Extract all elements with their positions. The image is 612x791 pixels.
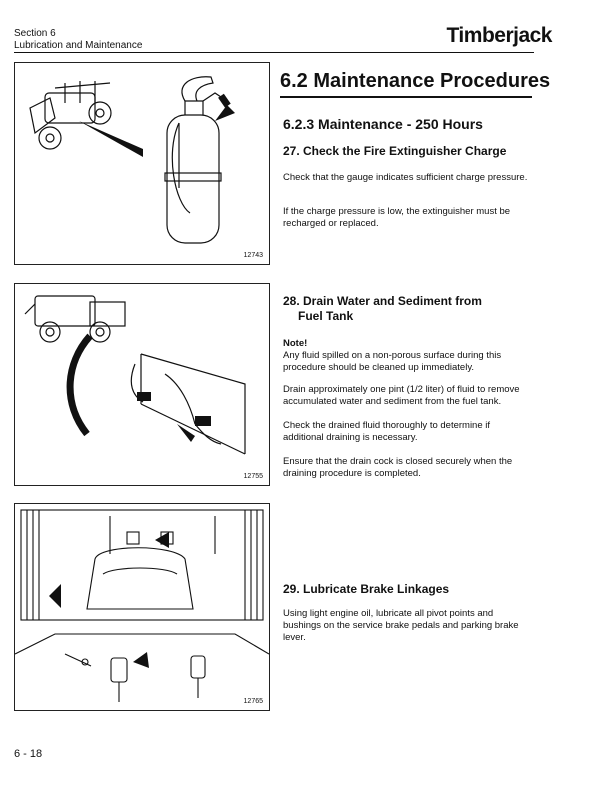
procedure-27-heading: 27. Check the Fire Extinguisher Charge <box>283 144 507 158</box>
procedure-27-paragraph: Check that the gauge indicates sufficient charge pressure. <box>283 172 528 183</box>
procedure-29-heading: 29. Lubricate Brake Linkages <box>283 582 450 596</box>
fire-extinguisher-illustration <box>15 63 269 264</box>
fuel-drain-illustration <box>15 284 269 485</box>
section-subtitle: 6.2.3 Maintenance - 250 Hours <box>283 116 483 132</box>
figure-number: 12755 <box>243 473 263 480</box>
brand-logo: Timberjack <box>446 24 552 47</box>
procedure-28-heading-cont: Fuel Tank <box>298 309 354 323</box>
subsection-label: Lubrication and Maintenance <box>14 40 143 51</box>
brake-linkage-illustration <box>15 504 269 710</box>
note-text: Any fluid spilled on a non-porous surface during this procedure should be cleaned up immediately. <box>283 350 502 373</box>
figure-brake-linkages <box>14 503 270 711</box>
figure-fire-extinguisher <box>14 62 270 265</box>
title-underline <box>280 96 532 98</box>
figure-number: 12743 <box>243 252 263 259</box>
procedure-27-paragraph: If the charge pressure is low, the extinguisher must be recharged or replaced. <box>283 206 511 229</box>
procedure-28-heading: 28. Drain Water and Sediment from <box>283 294 482 308</box>
page-title: 6.2 Maintenance Procedures <box>280 70 551 92</box>
header-divider <box>14 52 534 53</box>
note-title: Note! <box>283 338 308 349</box>
page-number: 6 - 18 <box>14 748 43 760</box>
procedure-28-paragraph: Drain approximately one pint (1/2 liter) of fluid to remove accumulated water and sediment from the fuel tank. <box>283 384 520 407</box>
procedure-29-paragraph: Using light engine oil, lubricate all pivot points and bushings on the service brake pedals and parking brake lever. <box>283 608 519 643</box>
figure-number: 12765 <box>243 698 263 705</box>
section-label: Section 6 <box>14 28 56 39</box>
procedure-28-paragraph: Check the drained fluid thoroughly to determine if additional draining is necessary. <box>283 420 491 443</box>
figure-fuel-tank-drain <box>14 283 270 486</box>
procedure-28-paragraph: Ensure that the drain cock is closed securely when the draining procedure is completed. <box>283 456 513 479</box>
